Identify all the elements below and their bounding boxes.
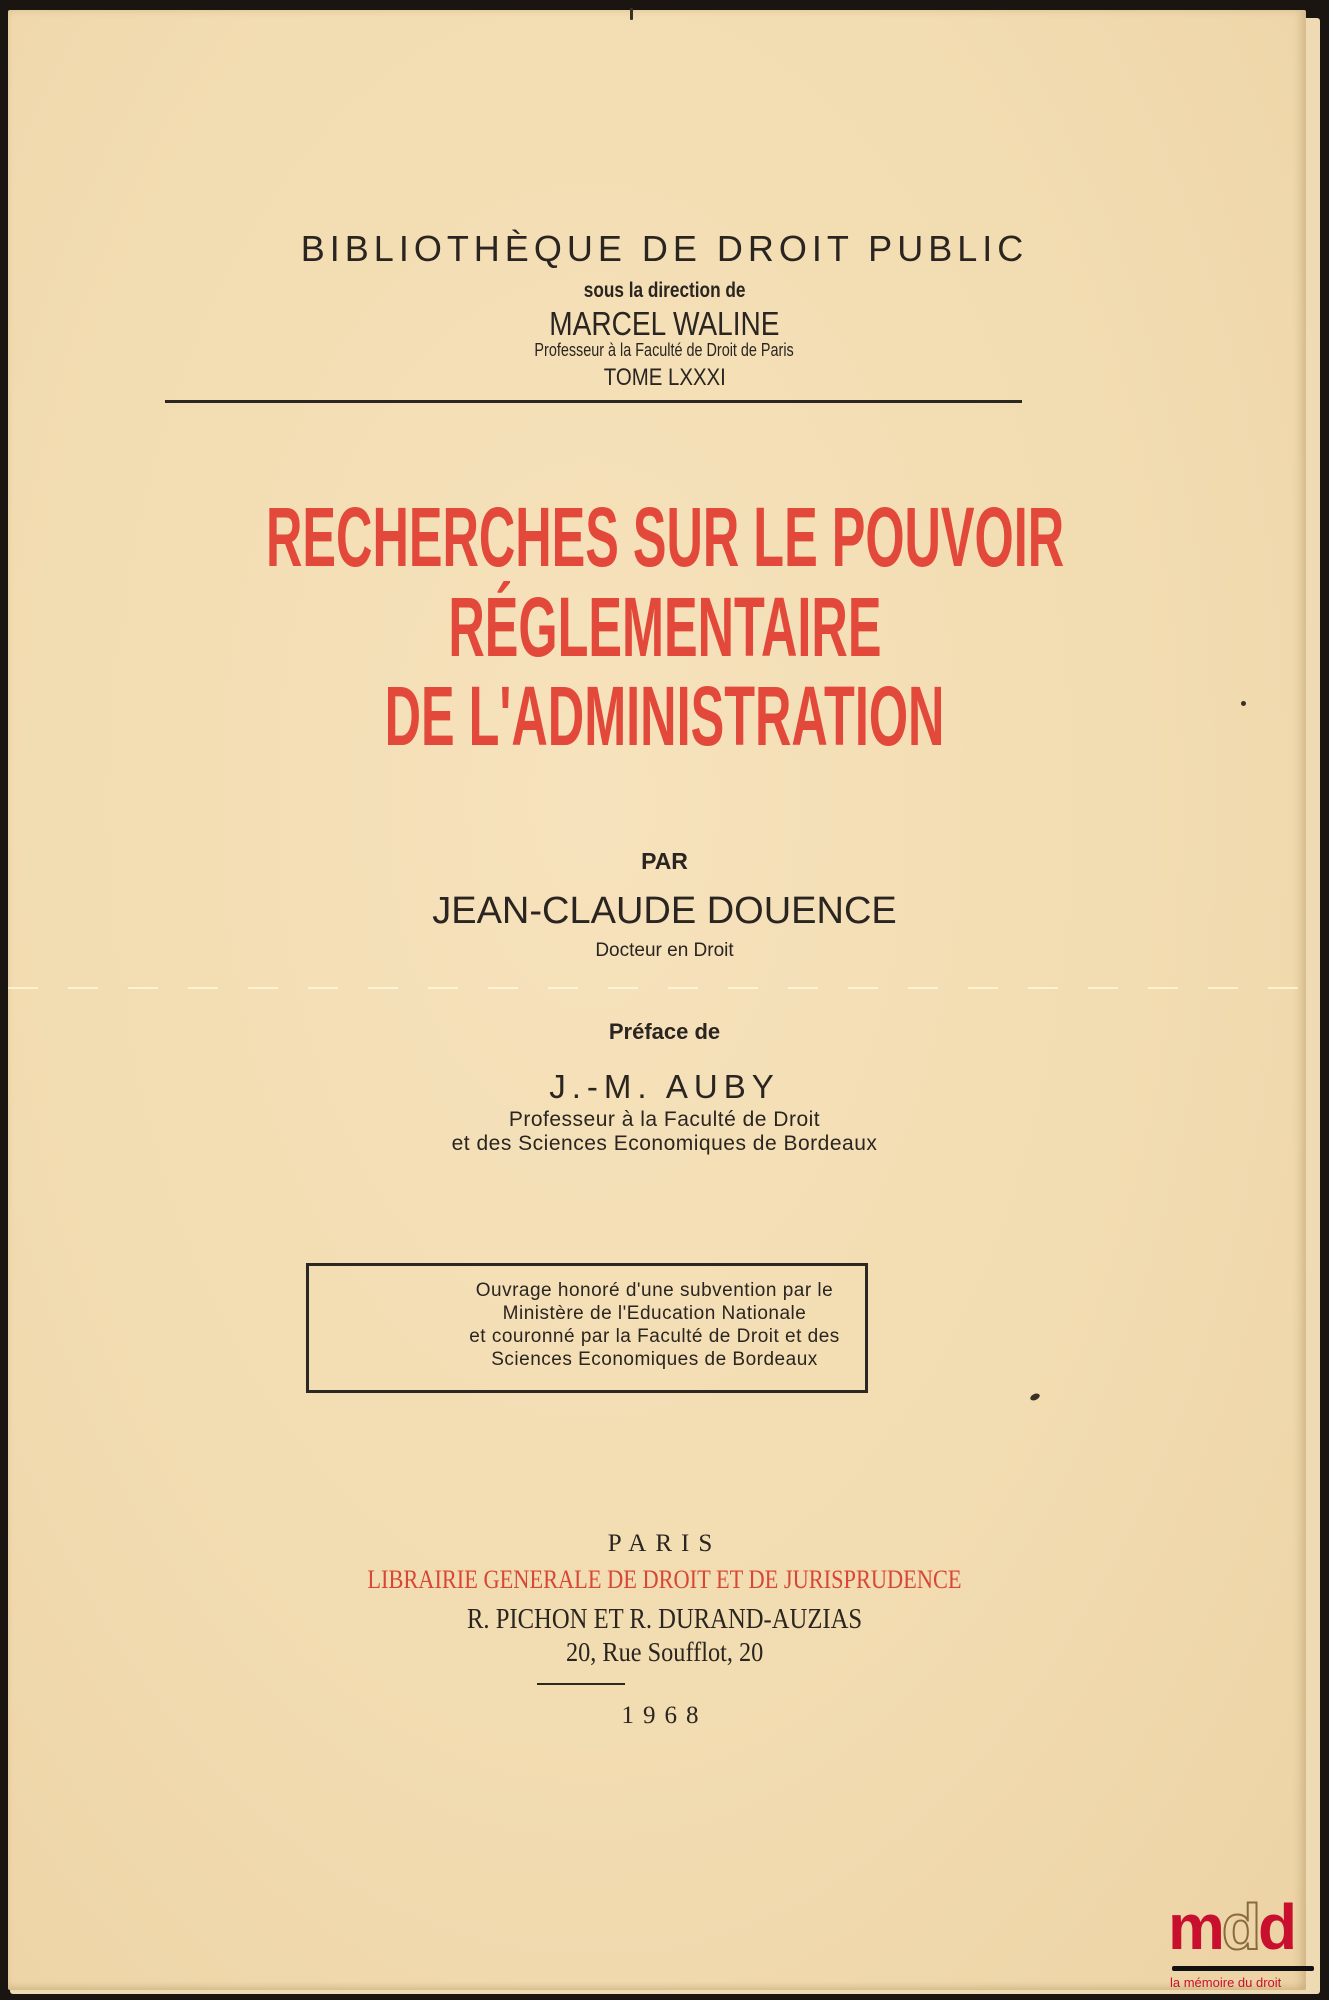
title-line-2 [0, 580, 1329, 674]
honor-line-2: Ministère de l'Education Nationale [502, 1303, 807, 1324]
mdd-logo-mark [1168, 1891, 1295, 1963]
series-name: BIBLIOTHÈQUE DE DROIT PUBLIC [300, 228, 1029, 269]
title-line-3 [0, 669, 1329, 763]
mdd-logo [1168, 1891, 1318, 1995]
imprint-city: PARIS [607, 1530, 722, 1557]
director-title-text: Professeur à la Faculté de Droit de Paris [534, 340, 795, 360]
preface-author-title-2: et des Sciences Economiques de Bordeaux [451, 1132, 878, 1155]
publisher-address-text: 20, Rue Soufflot, 20 [565, 1637, 764, 1667]
title-line-2-text: RÉGLEMENTAIRE [447, 580, 882, 674]
title-line-3-text: DE L'ADMINISTRATION [384, 669, 945, 763]
direction-label [0, 279, 1329, 303]
imprint-rule [537, 1683, 625, 1685]
logo-underline [1172, 1966, 1314, 1971]
publisher-address [0, 1637, 1329, 1668]
by-label: PAR [641, 848, 688, 874]
honor-line-1: Ouvrage honoré d'une subvention par le [475, 1280, 834, 1301]
publication-year: 1968 [621, 1702, 708, 1729]
author-name: JEAN-CLAUDE DOUENCE [432, 890, 897, 932]
honor-line-4: Sciences Economiques de Bordeaux [491, 1349, 818, 1370]
director-name-text: MARCEL WALINE [549, 305, 780, 342]
title-line-1 [0, 490, 1329, 584]
preface-label: Préface de [608, 1019, 721, 1044]
preface-author-title-1: Professeur à la Faculté de Droit [508, 1108, 821, 1131]
director-name [0, 305, 1329, 343]
honor-line-3: et couronné par la Faculté de Droit et des [469, 1326, 840, 1347]
ink-speck [630, 8, 633, 20]
publisher-name-text: LIBRAIRIE GENERALE DE DROIT ET DE JURISPRUDENCE [367, 1565, 962, 1594]
director-title [0, 340, 1329, 361]
title-line-1-text: RECHERCHES SUR LE POUVOIR [266, 490, 1065, 584]
logo-letter-d-outline: d [1221, 1891, 1258, 1963]
fold-crease [8, 987, 1306, 989]
publisher-name [0, 1565, 1329, 1595]
author-title: Docteur en Droit [595, 940, 734, 961]
logo-letter-m: m [1168, 1891, 1222, 1963]
preface-author: J.-M. AUBY [549, 1068, 780, 1105]
publisher-owners-text: R. PICHON ET R. DURAND-AUZIAS [466, 1604, 863, 1635]
publisher-owners [0, 1604, 1329, 1636]
logo-tagline: la mémoire du droit [1170, 1975, 1282, 1990]
header-rule [165, 400, 1022, 403]
volume-number [0, 364, 1329, 392]
volume-number-text: TOME LXXXI [603, 364, 726, 391]
logo-letter-d: d [1258, 1891, 1295, 1963]
direction-label-text: sous la direction de [583, 279, 746, 302]
